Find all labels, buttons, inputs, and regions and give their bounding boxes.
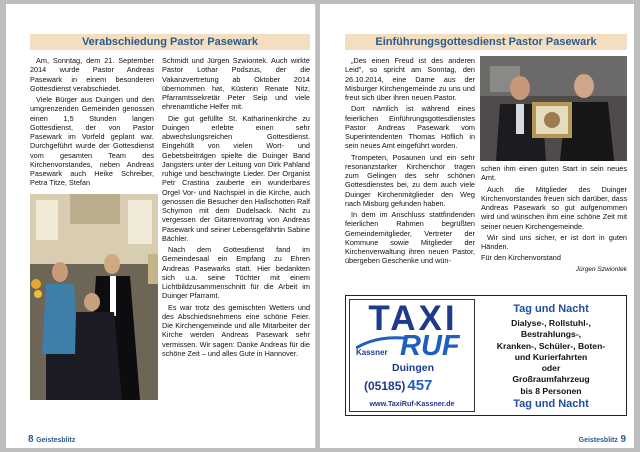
tagline-top: Tag und Nacht — [513, 303, 589, 315]
left-page — [6, 4, 316, 448]
taxi-services — [479, 299, 623, 412]
church-ceremony-photo — [30, 194, 158, 400]
page-number: 8 — [28, 434, 34, 445]
paragraph: schen ihm einen guten Start in sein neues Amt. — [481, 164, 627, 183]
paragraph: Schmidt und Jürgen Szwiontek. Auch wirkte Pastor Lothar Podszus, der die Vakanzvertretung ab Oktober 2014 übernommen hat, Küsterin Renate Nitz, Pfarramtssekretär Peter Seip und viele ehrenamtliche Helfer mit. — [162, 56, 310, 112]
paragraph: Die gut gefüllte St. Katharinenkirche zu Duingen erlebte einen sehr abwechslungsreichen Gottesdienst. Eingehüllt von vielen Wort- und Gebetsbeiträgen spielte die Duinger Band Jangsters unter der Leitung von Dirk Pahland ruhige und beschwingte Lieder. Der Organist Petr Crastina zauberte ein wunderbares Orgel Vor- und Nachspiel in die Kirche, auch genossen die Besucher den Hallschotten Ralf Schymon mit dem Dudelsack. Nicht zu vergessen der Gitarrenvortrag von Andreas Pasewark und seiner Lebensgefährtin Sabine Bächler. — [162, 113, 310, 243]
taxi-logo: TAXI — [368, 299, 458, 338]
paragraph: „Des einen Freud ist des anderen Leid", so spricht am Sonntag, den 26.10.2014, eine Dame aus der Misburger Kirchengemeinde zu uns und freut sich über ihren neuen Pastor. — [345, 56, 475, 102]
right-footer — [579, 434, 626, 445]
paragraph: Nach dem Gottesdienst fand im Gemeindesaal ein Empfang zu Ehren Andreas Pasewarks statt. Hier bedankten sich u.a. seine Töchter mit einem Lichtbildzusammenschnitt für die Arbeit im Duinger Pfarramt. — [162, 245, 310, 301]
paragraph: Dort nämlich ist während eines feierlichen Einführungsgottesdienstes Pastor Andreas Pasewark vom Superintendenten Thomas Höflich in sein neues Amt eingeführt worden. — [345, 104, 475, 151]
signature: Jürgen Szwiontek — [575, 265, 627, 273]
paragraph: Auch die Mitglieder des Duinger Kirchenvorstandes freuen sich darüber, dass Andreas Pasewark so gut aufgenommen wird und wünschen ihm eine schöne Zeit mit seiner neuen Kirchengemeinde. — [481, 184, 627, 231]
town-name: Duingen — [392, 362, 434, 374]
gift-handover-photo — [480, 56, 627, 161]
paragraph: Wir sind uns sicher, er ist dort in guten Händen. — [481, 232, 627, 251]
left-headline: Verabschiedung Pastor Pasewark — [30, 34, 310, 50]
magazine-name: Geistesblitz — [578, 437, 618, 444]
right-col2 — [481, 164, 627, 294]
service-line: Großraumfahrzeug — [512, 374, 590, 385]
paragraph: Viele Bürger aus Duingen und den umgrenzenden Gemeinden genossen einen 1,5 Stunden langen Gottesdienst, der von Pastor Pasewark im Vorfeld geplant war. Durchgeführt wurde der Gottesdienst vom gesamten Team des Kirchenvorstandes, neben Andreas Pasewark auch Heike Schreiber, Petra Titze, Stefan — [30, 95, 154, 188]
tagline-bottom: Tag und Nacht — [513, 398, 589, 411]
ruf-logo: RUF — [400, 330, 460, 362]
service-line: Bestrahlungs-, — [520, 329, 582, 340]
left-footer — [28, 434, 75, 445]
service-line: Kranken-, Schüler-, Boten- — [496, 340, 606, 351]
service-line: oder — [541, 363, 561, 374]
service-line: Dialyse-, Rollstuhl-, — [511, 318, 591, 328]
owner-name: Kassner — [356, 348, 388, 357]
phone-number — [364, 377, 432, 394]
phone-prefix: (05185) — [364, 379, 406, 393]
page-number: 9 — [620, 434, 626, 445]
paragraph: In dem im Anschluss stattfindenden feierlichen Rahmen begrüßten Gemeindemitglieder, Vertreter der Kommune sowie Mitglieder der Kirchenverwaltung ihren neuen Pastor, übergeben Geschenke und wün- — [345, 210, 475, 266]
service-line: und Kurierfahrten — [514, 351, 588, 362]
paragraph: Am, Sonntag, dem 21. September 2014 wurde Pastor Andreas Pasewark in einem besonderen Gottesdienst verabschiedet. — [30, 56, 154, 93]
paragraph: Trompeten, Posaunen und ein sehr resonanzstarker Kirchenchor tragen zum Gelingen des sehr schönen Gottesdienstes bei, zu dem auch viele Duinger Kirchenmitglieder den Weg nach Misburg gefunden haben. — [345, 152, 475, 208]
closing-line: Für den Kirchenvorstand — [481, 253, 561, 263]
magazine-name: Geistesblitz — [36, 437, 76, 444]
left-col2 — [162, 56, 310, 396]
taxi-logo-box — [349, 299, 475, 412]
right-headline: Einführungsgottesdienst Pastor Pasewark — [345, 34, 627, 50]
phone-main: 457 — [407, 377, 433, 394]
taxi-advertisement — [345, 295, 627, 416]
service-line: bis 8 Personen — [520, 385, 582, 396]
website-url: www.TaxiRuf-Kassner.de — [369, 399, 455, 408]
paragraph: Es war trotz des gemischten Wetters und des Abschiedsnehmens eine schöne Feier. Die Kirchengemeinde und alle Mitarbeiter der Kirche werden Andreas Pasewark sehr vermissen. Wir sagen: Danke Andreas für die schöne Zeit – und alles Gute in Hannover. — [162, 302, 310, 358]
left-col1 — [30, 56, 154, 192]
right-page — [320, 4, 634, 448]
right-col1 — [345, 56, 475, 290]
